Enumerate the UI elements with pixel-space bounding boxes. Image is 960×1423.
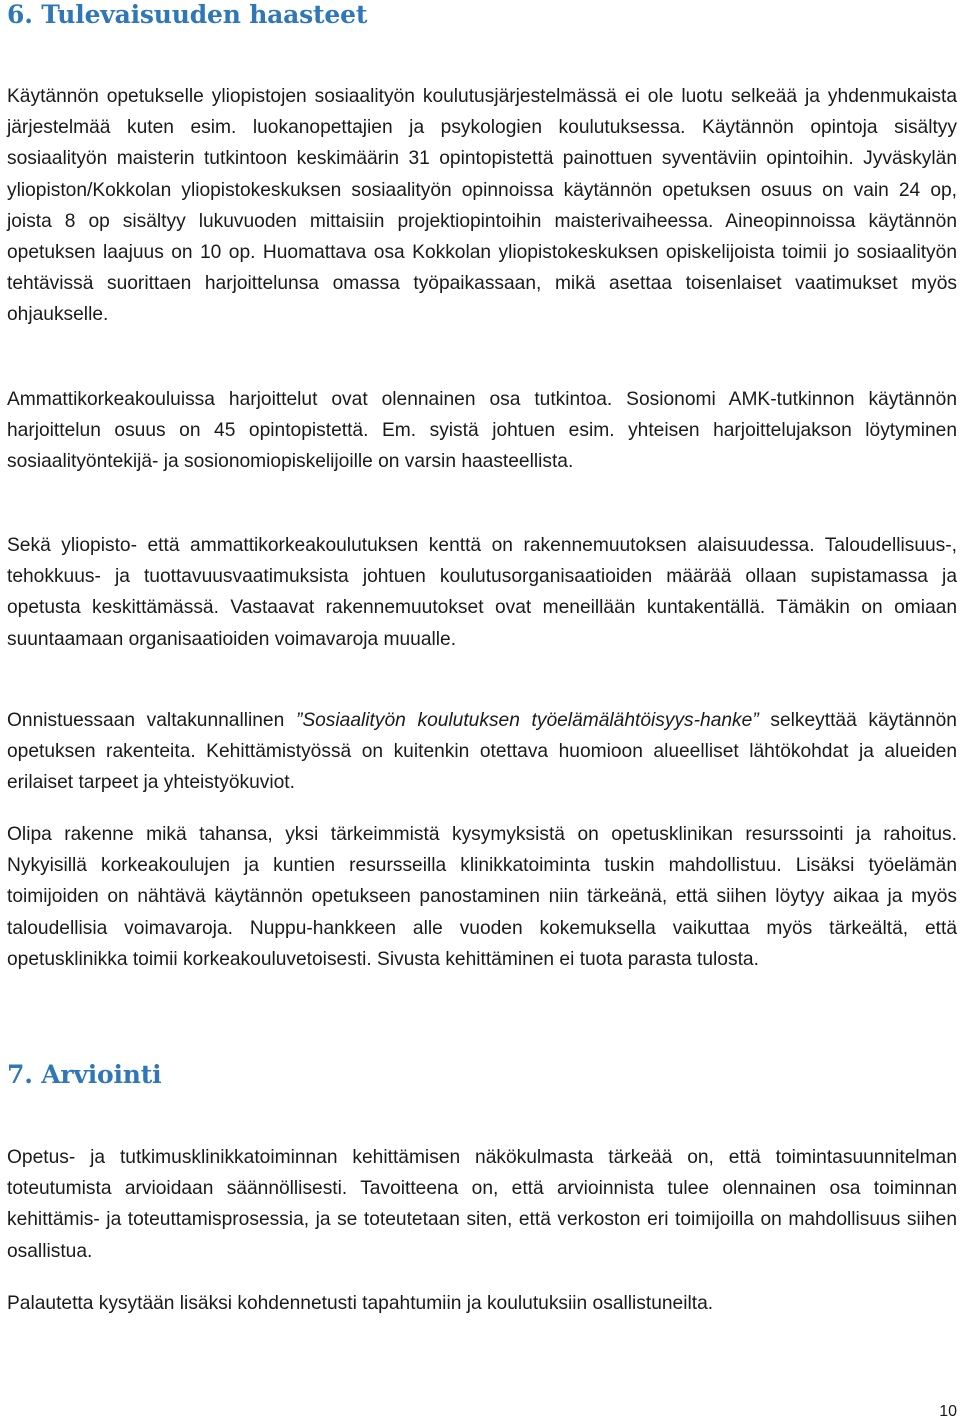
paragraph-4-text-end: selkeyttää käytännön opetuksen rakenteita. Kehittämistyössä on kuitenkin otettava huomioon alueelliset lähtökohdat ja alueiden erilaiset tarpeet ja yhteistyökuviot. xyxy=(7,710,957,794)
section-7-paragraph-2: Palautetta kysytään lisäksi kohdennetusti tapahtumiin ja koulutuksiin osallistuneilta. xyxy=(7,1293,714,1314)
section-7-paragraph-1: Opetus- ja tutkimusklinikkatoiminnan kehittämisen näkökulmasta tärkeää on, että toimintasuunnitelman toteutumista arvioidaan säännöllisesti. Tavoitteena on, että arvioinnista tulee olennainen osa toiminnan kehittämis- ja toteuttamisprosessia, ja se toteutetaan siten, että verkoston eri toimijoilla on mahdollisuus siihen osallistua. xyxy=(7,1147,957,1262)
project-name-italic: ”Sosiaalityön koulutuksen työelämälähtöisyys-hanke” xyxy=(295,710,759,731)
section-7-heading: 7. Arviointi xyxy=(7,1060,162,1089)
paragraph-4-text-start: Onnistuessaan valtakunnallinen xyxy=(7,710,296,731)
section-6-heading: 6. Tulevaisuuden haasteet xyxy=(7,0,368,29)
page-number: 10 xyxy=(939,1403,957,1420)
section-6-paragraph-5: Olipa rakenne mikä tahansa, yksi tärkeimmistä kysymyksistä on opetusklinikan resurssointi ja rahoitus. Nykyisillä korkeakoulujen ja kuntien resursseilla klinikkatoiminta tuskin mahdollistuu. Lisäksi työelämän toimijoiden on nähtävä käytännön opetukseen panostaminen niin tärkeänä, että siihen löytyy aikaa ja myös taloudellisia voimavaroja. Nuppu-hankkeen alle vuoden kokemuksella vaikuttaa myös tärkeältä, että opetusklinikka toimii korkeakouluvetoisesti. Sivusta kehittäminen ei tuota parasta tulosta. xyxy=(7,824,957,970)
section-6-paragraph-4 xyxy=(7,705,957,799)
section-6-paragraph-1: Käytännön opetukselle yliopistojen sosiaalityön koulutusjärjestelmässä ei ole luotu selkeää ja yhdenmukaista järjestelmää kuten esim. luokanopettajien ja psykologien koulutuksessa. Käytännön opintoja sisältyy sosiaalityön maisterin tutkintoon keskimäärin 31 opintopistettä painottuen syventäviin opintoihin. Jyväskylän yliopiston/Kokkolan yliopistokeskuksen sosiaalityön opinnoissa käytännön opetuksen osuus on vain 24 op, joista 8 op sisältyy lukuvuoden mittaisiin projektiopintoihin maisterivaiheessa. Aineopinnoissa käytännön opetuksen laajuus on 10 op. Huomattava osa Kokkolan yliopistokeskuksen opiskelijoista toimii jo sosiaalityön tehtävissä suorittaen harjoittelunsa omassa työpaikassaan, mikä asettaa toisenlaiset vaatimukset myös ohjaukselle. xyxy=(7,86,957,326)
section-6-paragraph-2: Ammattikorkeakouluissa harjoittelut ovat olennainen osa tutkintoa. Sosionomi AMK-tutkinnon käytännön harjoittelun osuus on 45 opintopistettä. Em. syistä johtuen esim. yhteisen harjoittelujakson löytyminen sosiaalityöntekijä- ja sosionomiopiskelijoille on varsin haasteellista. xyxy=(7,389,957,473)
section-6-paragraph-3: Sekä yliopisto- että ammattikorkeakoulutuksen kenttä on rakennemuutoksen alaisuudessa. Taloudellisuus-, tehokkuus- ja tuottavuusvaatimuksista johtuen koulutusorganisaatioiden määrää ollaan supistamassa ja opetusta keskittämässä. Vastaavat rakennemuutokset ovat meneillään kuntakentällä. Tämäkin on omiaan suuntaamaan organisaatioiden voimavaroja muualle. xyxy=(7,535,957,650)
